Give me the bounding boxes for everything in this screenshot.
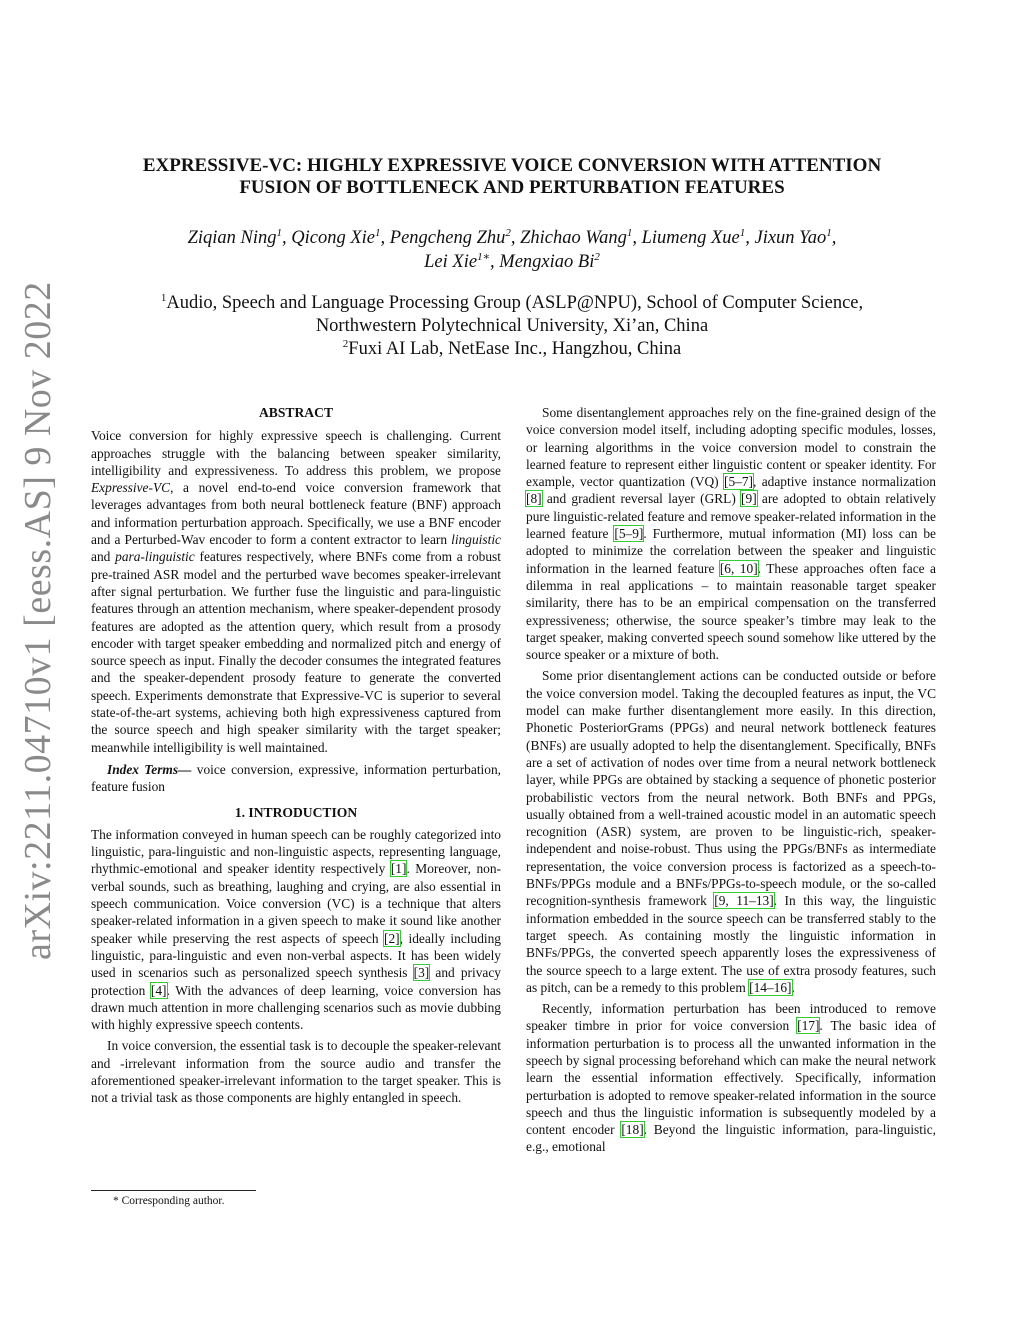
abstract-part: Voice conversion for highly expressive speech is challenging. Current approaches struggle with the balancing between speaker similarity, intelligibility and expressiveness. To address this problem, we propose (91, 428, 501, 478)
footnote: * Corresponding author. (113, 1195, 225, 1207)
term-linguistic: linguistic (451, 532, 501, 548)
author: Mengxiao Bi (499, 252, 595, 272)
system-name: Expressive-VC (91, 480, 171, 496)
text-run: and privacy protection (91, 965, 501, 998)
affil-mark: 1 (739, 226, 746, 239)
paper-title (100, 155, 924, 199)
arxiv-identifier: arXiv:2211.04710v1 [eess.AS] 9 Nov 2022 (17, 281, 59, 960)
text-run: are adopted to obtain relatively pure linguistic-related feature and remove speaker-related information in the learned feature (526, 491, 936, 542)
title-line-2: FUSION OF BOTTLENECK AND PERTURBATION FEATURES (239, 177, 785, 198)
footnote-rule (91, 1190, 256, 1191)
abstract-part: features respectively, where BNFs come from a robust pre-trained ASR model and the perturbed wave becomes speaker-irrelevant after signal perturbation. We further fuse the linguistic and para-linguistic features through an attention mechanism, where speaker-dependent prosody features are adopted as the attention query, which result from a prosody encoder with target speaker embedding and normalized pitch and energy of source speech as input. Finally the decoder consumes the integrated features and the speaker-dependent prosody feature to generate the converted speech. Experiments demonstrate that Expressive-VC is superior to several state-of-the-art systems, achieving both high expressiveness captured from the source speech and high speaker similarity with the target speaker; meanwhile intelligibility is well maintained. (91, 549, 501, 755)
author: Lei Xie (424, 252, 478, 272)
right-paragraph-3 (526, 1000, 936, 1156)
text-run: . These approaches often face a dilemma in real applications – to maintain reasonable target speaker similarity, there has to be an empirical compensation on the transferred expressiveness; otherwise, the source speaker’s timbre may leak to the target speaker, making converted speech sound somehow like uttered by the source speaker or a mixture of both. (526, 560, 936, 663)
term-para-linguistic: para-linguistic (115, 549, 195, 565)
affil-mark: 1 (626, 226, 633, 239)
affiliation-2-text: Fuxi AI Lab, NetEase Inc., Hangzhou, China (348, 339, 682, 359)
right-column (526, 404, 936, 1156)
affiliation-1 (100, 292, 924, 315)
citation-link[interactable]: [4] (150, 982, 167, 998)
affil-mark: 2 (342, 337, 349, 350)
index-terms-label: Index Terms— (107, 761, 192, 777)
text-run: , adaptive instance normalization (753, 474, 936, 490)
author-line-2: Lei Xie$^{1∗}$, Mengxiao Bi$^2$ (424, 250, 600, 272)
text-run: Recently, information perturbation has been introduced to remove speaker timbre in prior for voice conversion (526, 1001, 936, 1034)
citation-link[interactable]: [2] (384, 930, 400, 946)
author-list (100, 226, 924, 274)
intro-paragraph-2: In voice conversion, the essential task is to decouple the speaker-relevant and -irrelevant information from the source audio and transfer the aforementioned speaker-irrelevant information to the target speaker. This is not a trivial task as those components are highly entangled in speech. (91, 1038, 501, 1106)
text-run: . Beyond the linguistic information, para-linguistic, e.g., emotional (526, 1122, 937, 1155)
index-terms (91, 761, 501, 796)
abstract-part: and (91, 549, 116, 565)
citation-link[interactable]: [18] (621, 1122, 644, 1138)
abstract-part: , a novel end-to-end voice conversion framework that leverages advantages from both neural bottleneck feature (BNF) approach and information perturbation approach. Specifically, we use a BNF encoder and a Perturbed-Wav encoder to form a content extractor to learn (91, 480, 501, 548)
citation-link[interactable]: [3] (413, 965, 430, 981)
text-run: Some disentanglement approaches rely on the fine-grained design of the voice conversion model itself, including adopting specific modules, losses, or learning algorithms in the voice conversion model to constrain the learned feature to represent either linguistic content or speaker identity. For example, vector quantization (VQ) (526, 405, 936, 490)
text-run: . Furthermore, mutual information (MI) loss can be adopted to minimize the correlation between the speaker and linguistic information in the learned feature (526, 526, 936, 576)
right-paragraph-1 (526, 404, 936, 663)
citation-link[interactable]: [5–7] (724, 474, 754, 490)
affiliation-1-line-1: Audio, Speech and Language Processing Group (ASLP@NPU), School of Computer Science, (166, 293, 864, 313)
author: Jixun Yao (754, 228, 827, 248)
text-run: . (791, 979, 795, 995)
left-column (91, 404, 501, 1107)
introduction-heading: 1. INTRODUCTION (234, 804, 358, 820)
affil-mark: 2 (594, 250, 600, 263)
affiliations (100, 292, 924, 361)
citation-link[interactable]: [1] (390, 861, 407, 877)
text-run: The information conveyed in human speech can be roughly categorized into linguistic, para-linguistic and non-linguistic aspects, representing language, rhythmic-emotional and speaker identity respectively (91, 826, 501, 877)
author-line-1: Ziqian Ning$^1$, Qicong Xie$^1$, Pengcheng Zhu$^2$, Zhichao Wang$^1$, Liumeng Xue$^1$, Jixun Yao$^1$, (187, 226, 837, 248)
citation-link[interactable]: [8] (526, 491, 542, 507)
author: Zhichao Wang (520, 228, 627, 248)
author: Liumeng Xue (641, 228, 740, 248)
text-run: . Moreover, non-verbal sounds, such as breathing, laughing and crying, are also essential in speech communication. Voice conversion (VC) is a technique that alters speaker-related information in a given speech to make it sound like another speaker while preserving the rest aspects of speech (91, 861, 501, 946)
affil-mark: 1 (276, 226, 283, 239)
affil-mark: 1 (160, 291, 167, 304)
abstract-heading: ABSTRACT (258, 405, 334, 420)
citation-link[interactable]: [5–9] (614, 526, 644, 542)
text-run: . The basic idea of information perturbation is to process all the unwanted information in the speech by signal processing beforehand which can make the neural network learn the essential information effectively. Specifically, information perturbation is adopted to remove speaker-related information in the source speech and thus the linguistic information is subsequently modeled by a content encoder (526, 1018, 936, 1138)
title-line-1: EXPRESSIVE-VC: HIGHLY EXPRESSIVE VOICE CONVERSION WITH ATTENTION (142, 155, 882, 176)
abstract-text (91, 427, 501, 756)
index-terms-text: voice conversion, expressive, information perturbation, feature fusion (91, 761, 501, 795)
citation-link[interactable]: [17] (797, 1018, 820, 1034)
affil-mark: 1∗ (477, 250, 491, 263)
author: Pengcheng Zhu (389, 228, 506, 248)
text-run: . In this way, the linguistic information embedded in the source speech can be transferred stably to the target speech. As containing mostly the linguistic information in BNFs/PPGs, the converted speech apparently loses the expressiveness of the source speech to a large extent. The use of extra prosody features, such as pitch, can be a remedy to this problem (526, 893, 937, 995)
author: Qicong Xie (291, 228, 376, 248)
citation-link[interactable]: [9, 11–13] (714, 893, 774, 909)
right-paragraph-2 (526, 667, 936, 996)
author: Ziqian Ning (187, 228, 277, 248)
citation-link[interactable]: [9] (741, 491, 757, 507)
text-run: , ideally including linguistic, para-linguistic and even non-verbal aspects. It has been widely used in scenarios such as personalized speech synthesis (91, 930, 502, 981)
text-run: Some prior disentanglement actions can be conducted outside or before the voice conversion model. Taking the decoupled features as input, the VC model can make further disentanglement more easily. In this direction, Phonetic PosteriorGrams (PPGs) and neural network bottleneck features (BNFs) are usually adopted to help the disentanglement. Specifically, BNFs are a set of activation of nodes over time from a neural network bottleneck layer, while PPGs are obtained by stacking a sequence of phonetic posterior probabilistic vectors from the neural network. Both BNFs and PPGs, usually obtained from a well-trained acoustic model in an automatic speech recognition (ASR) system, are proven to be linguistic-rich, speaker-independent and noise-robust. Thus using the PPGs/BNFs as intermediate representation, the voice conversion process is factorized as a speech-to-BNFs/PPGs module and a BNFs/PPGs-to-speech module, or the so-called recognition-synthesis framework (526, 668, 936, 909)
affil-mark: 1 (826, 226, 832, 239)
intro-paragraph-1 (91, 826, 501, 1034)
affiliation-2 (100, 338, 924, 361)
citation-link[interactable]: [14–16] (749, 979, 792, 995)
affil-mark: 1 (375, 226, 381, 239)
affiliation-1-line-2: Northwestern Polytechnical University, Xi’an, China (315, 316, 709, 336)
text-run: . With the advances of deep learning, voice conversion has drawn much attention in more challenging scenarios such as movie dubbing with highly expressive speech contents. (91, 982, 502, 1033)
citation-link[interactable]: [6, 10] (719, 560, 758, 576)
text-run: and gradient reversal layer (GRL) (541, 491, 742, 507)
affil-mark: 2 (505, 226, 511, 239)
